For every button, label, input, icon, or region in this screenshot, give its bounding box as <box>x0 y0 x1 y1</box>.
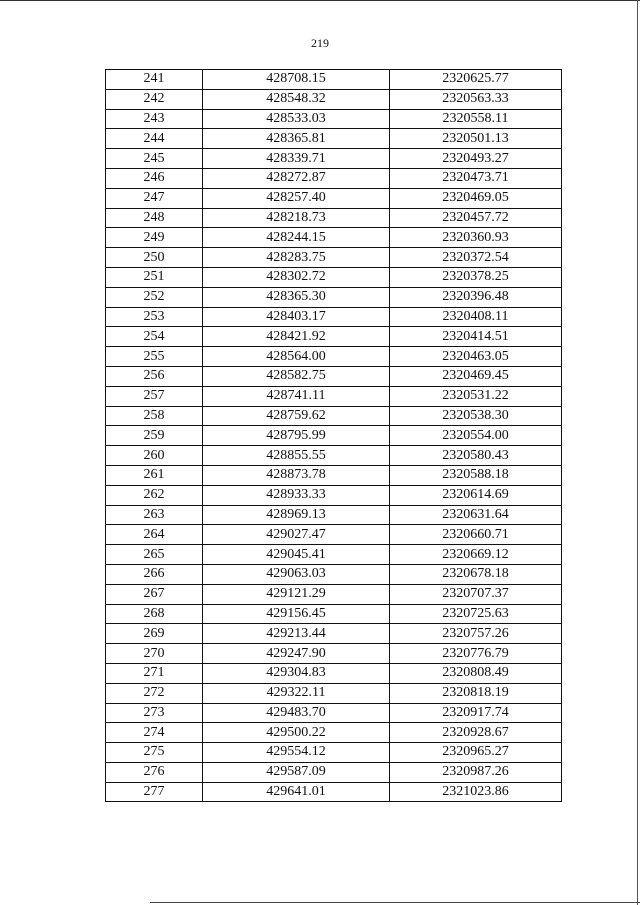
y-coordinate-cell: 2320660.71 <box>390 525 562 545</box>
x-coordinate-cell: 428403.17 <box>203 307 390 327</box>
table-row <box>106 89 562 109</box>
page-number: 219 <box>311 36 329 50</box>
y-coordinate-cell: 2320463.05 <box>390 347 562 367</box>
x-coordinate-cell: 428708.15 <box>203 70 390 90</box>
table-row <box>106 426 562 446</box>
x-coordinate-cell: 428582.75 <box>203 366 390 386</box>
table-row <box>106 287 562 307</box>
table-row <box>106 564 562 584</box>
point-number-cell: 266 <box>106 564 203 584</box>
point-number-cell: 245 <box>106 149 203 169</box>
x-coordinate-cell: 429304.83 <box>203 663 390 683</box>
point-number-cell: 269 <box>106 624 203 644</box>
x-coordinate-cell: 428365.81 <box>203 129 390 149</box>
table-row <box>106 228 562 248</box>
point-number-cell: 253 <box>106 307 203 327</box>
y-coordinate-cell: 2320414.51 <box>390 327 562 347</box>
table-row <box>106 188 562 208</box>
y-coordinate-cell: 2320987.26 <box>390 762 562 782</box>
x-coordinate-cell: 428969.13 <box>203 505 390 525</box>
table-row <box>106 525 562 545</box>
table-row <box>106 168 562 188</box>
table-row <box>106 584 562 604</box>
table-row <box>106 782 562 802</box>
x-coordinate-cell: 428548.32 <box>203 89 390 109</box>
table-row <box>106 109 562 129</box>
table-row <box>106 307 562 327</box>
table-row <box>106 762 562 782</box>
table-row <box>106 327 562 347</box>
coordinate-table <box>105 69 562 802</box>
y-coordinate-cell: 2320473.71 <box>390 168 562 188</box>
point-number-cell: 274 <box>106 723 203 743</box>
y-coordinate-cell: 2320372.54 <box>390 248 562 268</box>
x-coordinate-cell: 428855.55 <box>203 446 390 466</box>
y-coordinate-cell: 2320378.25 <box>390 267 562 287</box>
y-coordinate-cell: 2320501.13 <box>390 129 562 149</box>
y-coordinate-cell: 2320965.27 <box>390 743 562 763</box>
y-coordinate-cell: 2320558.11 <box>390 109 562 129</box>
point-number-cell: 242 <box>106 89 203 109</box>
y-coordinate-cell: 2320580.43 <box>390 446 562 466</box>
table-row <box>106 366 562 386</box>
y-coordinate-cell: 2320707.37 <box>390 584 562 604</box>
point-number-cell: 260 <box>106 446 203 466</box>
y-coordinate-cell: 2320493.27 <box>390 149 562 169</box>
table-row <box>106 70 562 90</box>
table-row <box>106 624 562 644</box>
table-row <box>106 465 562 485</box>
x-coordinate-cell: 429156.45 <box>203 604 390 624</box>
x-coordinate-cell: 428564.00 <box>203 347 390 367</box>
y-coordinate-cell: 2320360.93 <box>390 228 562 248</box>
point-number-cell: 256 <box>106 366 203 386</box>
point-number-cell: 249 <box>106 228 203 248</box>
y-coordinate-cell: 2320917.74 <box>390 703 562 723</box>
point-number-cell: 263 <box>106 505 203 525</box>
x-coordinate-cell: 428365.30 <box>203 287 390 307</box>
point-number-cell: 276 <box>106 762 203 782</box>
point-number-cell: 277 <box>106 782 203 802</box>
point-number-cell: 267 <box>106 584 203 604</box>
y-coordinate-cell: 2321023.86 <box>390 782 562 802</box>
table-row <box>106 683 562 703</box>
table-row <box>106 703 562 723</box>
y-coordinate-cell: 2320631.64 <box>390 505 562 525</box>
point-number-cell: 244 <box>106 129 203 149</box>
table-row <box>106 505 562 525</box>
point-number-cell: 271 <box>106 663 203 683</box>
point-number-cell: 247 <box>106 188 203 208</box>
y-coordinate-cell: 2320669.12 <box>390 545 562 565</box>
table-row <box>106 723 562 743</box>
x-coordinate-cell: 428421.92 <box>203 327 390 347</box>
point-number-cell: 261 <box>106 465 203 485</box>
point-number-cell: 248 <box>106 208 203 228</box>
y-coordinate-cell: 2320408.11 <box>390 307 562 327</box>
y-coordinate-cell: 2320563.33 <box>390 89 562 109</box>
table-row <box>106 129 562 149</box>
y-coordinate-cell: 2320818.19 <box>390 683 562 703</box>
point-number-cell: 250 <box>106 248 203 268</box>
y-coordinate-cell: 2320531.22 <box>390 386 562 406</box>
y-coordinate-cell: 2320614.69 <box>390 485 562 505</box>
point-number-cell: 265 <box>106 545 203 565</box>
point-number-cell: 268 <box>106 604 203 624</box>
y-coordinate-cell: 2320928.67 <box>390 723 562 743</box>
x-coordinate-cell: 428244.15 <box>203 228 390 248</box>
table-row <box>106 248 562 268</box>
y-coordinate-cell: 2320808.49 <box>390 663 562 683</box>
table-row <box>106 446 562 466</box>
scan-edge-right <box>637 0 638 905</box>
table-row <box>106 644 562 664</box>
x-coordinate-cell: 429247.90 <box>203 644 390 664</box>
y-coordinate-cell: 2320538.30 <box>390 406 562 426</box>
y-coordinate-cell: 2320725.63 <box>390 604 562 624</box>
table-row <box>106 663 562 683</box>
x-coordinate-cell: 428302.72 <box>203 267 390 287</box>
scan-edge-bottom <box>150 902 640 903</box>
x-coordinate-cell: 428873.78 <box>203 465 390 485</box>
scan-edge-top <box>0 0 640 1</box>
x-coordinate-cell: 429587.09 <box>203 762 390 782</box>
y-coordinate-cell: 2320678.18 <box>390 564 562 584</box>
x-coordinate-cell: 429027.47 <box>203 525 390 545</box>
x-coordinate-cell: 428218.73 <box>203 208 390 228</box>
y-coordinate-cell: 2320625.77 <box>390 70 562 90</box>
x-coordinate-cell: 428283.75 <box>203 248 390 268</box>
point-number-cell: 275 <box>106 743 203 763</box>
table-row <box>106 545 562 565</box>
point-number-cell: 246 <box>106 168 203 188</box>
x-coordinate-cell: 429483.70 <box>203 703 390 723</box>
point-number-cell: 243 <box>106 109 203 129</box>
table-row <box>106 743 562 763</box>
table-row <box>106 149 562 169</box>
x-coordinate-cell: 428741.11 <box>203 386 390 406</box>
x-coordinate-cell: 429554.12 <box>203 743 390 763</box>
x-coordinate-cell: 428257.40 <box>203 188 390 208</box>
y-coordinate-cell: 2320457.72 <box>390 208 562 228</box>
x-coordinate-cell: 428795.99 <box>203 426 390 446</box>
x-coordinate-cell: 428759.62 <box>203 406 390 426</box>
point-number-cell: 262 <box>106 485 203 505</box>
table-row <box>106 347 562 367</box>
x-coordinate-cell: 428933.33 <box>203 485 390 505</box>
table-row <box>106 485 562 505</box>
x-coordinate-cell: 428272.87 <box>203 168 390 188</box>
point-number-cell: 252 <box>106 287 203 307</box>
table-row <box>106 406 562 426</box>
point-number-cell: 241 <box>106 70 203 90</box>
y-coordinate-cell: 2320776.79 <box>390 644 562 664</box>
point-number-cell: 259 <box>106 426 203 446</box>
table-row <box>106 267 562 287</box>
x-coordinate-cell: 429641.01 <box>203 782 390 802</box>
x-coordinate-cell: 429500.22 <box>203 723 390 743</box>
point-number-cell: 272 <box>106 683 203 703</box>
point-number-cell: 270 <box>106 644 203 664</box>
point-number-cell: 254 <box>106 327 203 347</box>
y-coordinate-cell: 2320469.45 <box>390 366 562 386</box>
y-coordinate-cell: 2320554.00 <box>390 426 562 446</box>
x-coordinate-cell: 429213.44 <box>203 624 390 644</box>
x-coordinate-cell: 429045.41 <box>203 545 390 565</box>
x-coordinate-cell: 429063.03 <box>203 564 390 584</box>
x-coordinate-cell: 428339.71 <box>203 149 390 169</box>
y-coordinate-cell: 2320588.18 <box>390 465 562 485</box>
y-coordinate-cell: 2320469.05 <box>390 188 562 208</box>
point-number-cell: 251 <box>106 267 203 287</box>
x-coordinate-cell: 429121.29 <box>203 584 390 604</box>
point-number-cell: 273 <box>106 703 203 723</box>
y-coordinate-cell: 2320757.26 <box>390 624 562 644</box>
table-row <box>106 604 562 624</box>
x-coordinate-cell: 428533.03 <box>203 109 390 129</box>
table-row <box>106 208 562 228</box>
point-number-cell: 255 <box>106 347 203 367</box>
coordinate-table-body <box>106 70 562 802</box>
table-row <box>106 386 562 406</box>
y-coordinate-cell: 2320396.48 <box>390 287 562 307</box>
point-number-cell: 258 <box>106 406 203 426</box>
x-coordinate-cell: 429322.11 <box>203 683 390 703</box>
point-number-cell: 264 <box>106 525 203 545</box>
point-number-cell: 257 <box>106 386 203 406</box>
